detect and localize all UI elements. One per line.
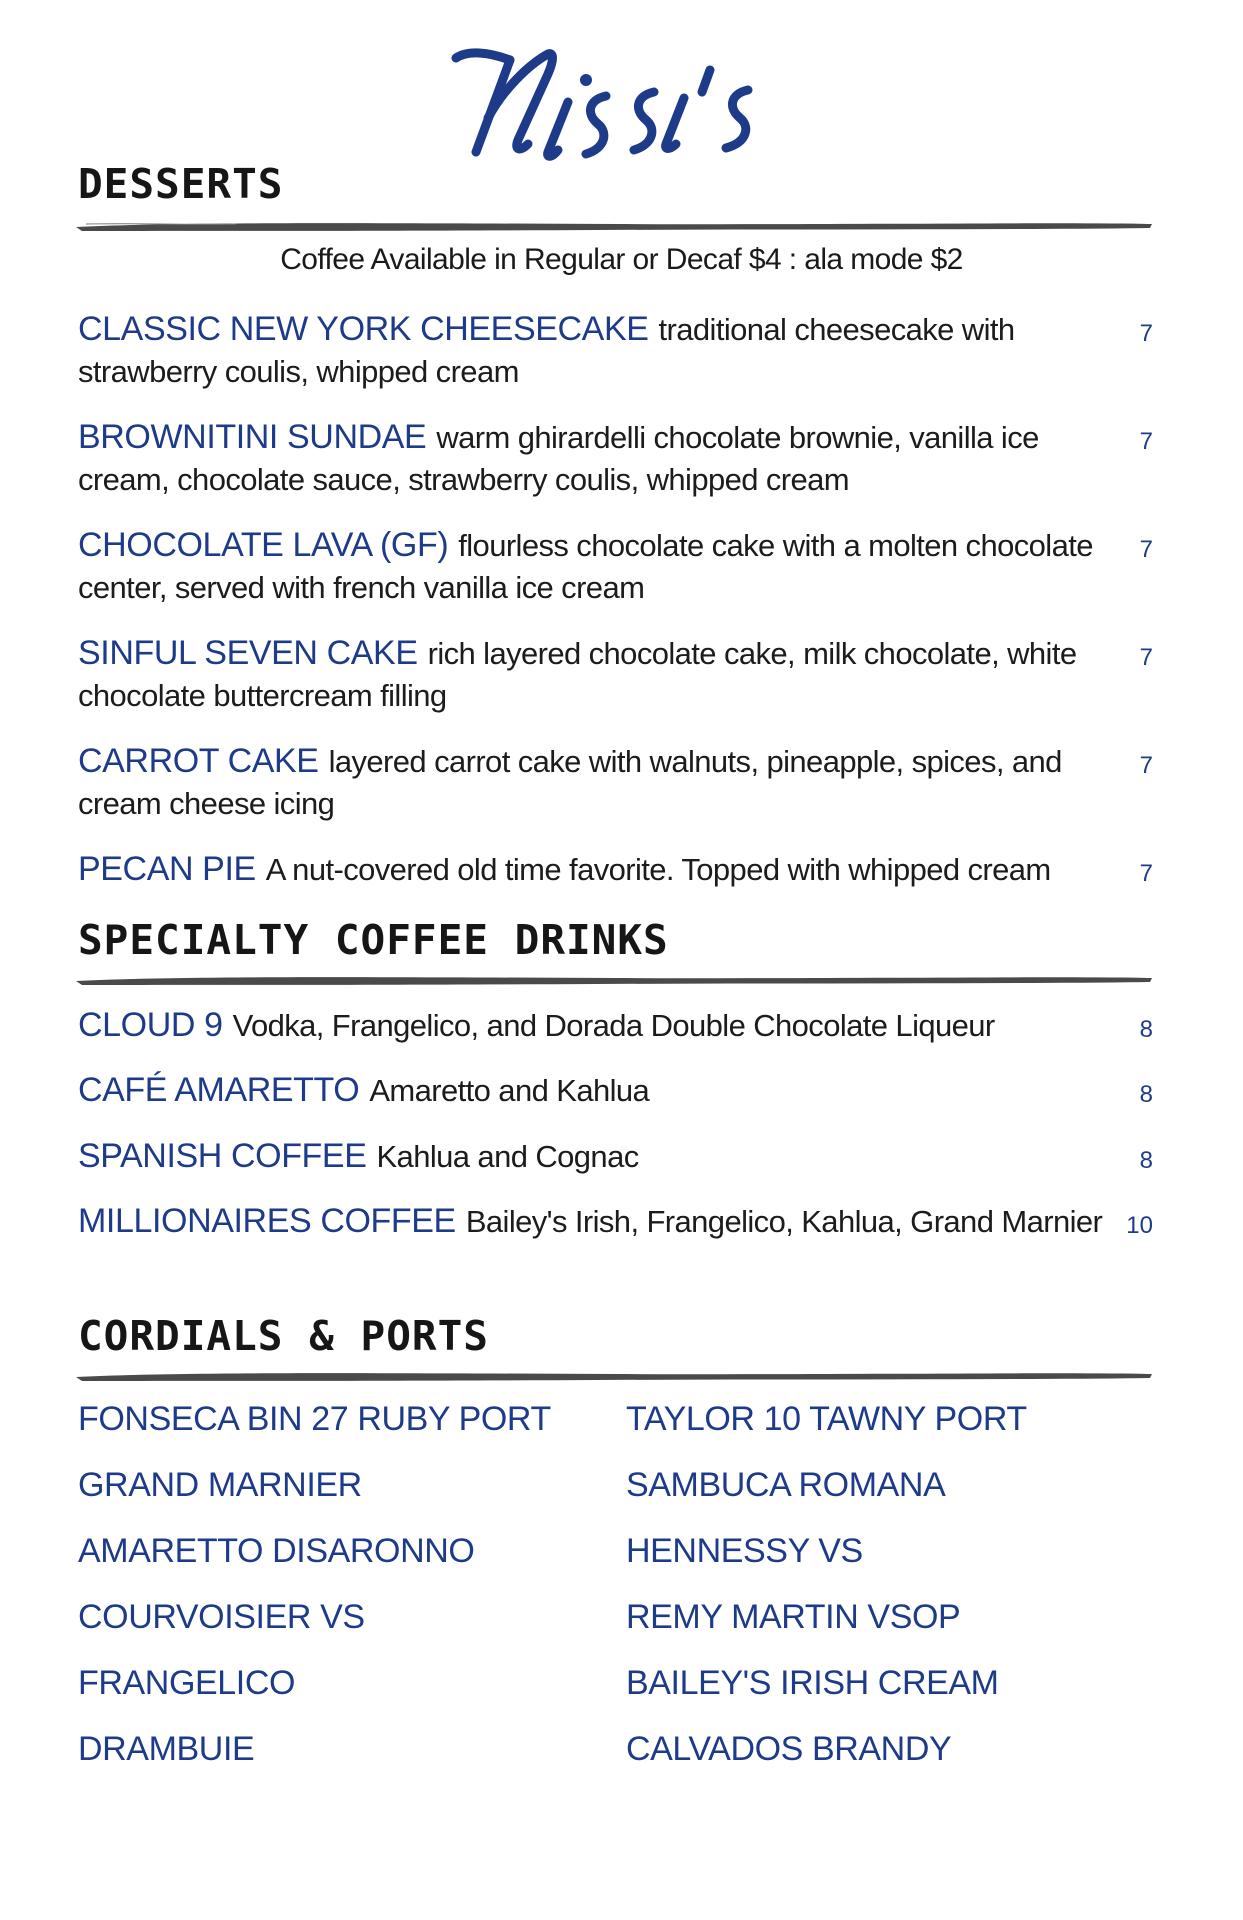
cordial-item: SAMBUCA ROMANA [626,1466,946,1504]
dessert-item-price: 7 [1139,752,1153,779]
coffee-item-price: 8 [1139,1081,1153,1108]
cordial-item: HENNESSY VS [626,1532,863,1570]
cordial-item: GRAND MARNIER [78,1466,362,1504]
cordials-heading: CORDIALS & PORTS [78,1312,489,1360]
desserts-divider [76,219,1152,233]
dessert-item-description: traditional cheesecake with strawberry coulis, whipped cream [78,312,1015,389]
dessert-item-description: rich layered chocolate cake, milk chocolate, white chocolate buttercream filling [78,636,1077,713]
coffee-item-description: Amaretto and Kahlua [369,1073,650,1108]
coffee-item-price: 8 [1139,1147,1153,1174]
dessert-item [78,416,1108,501]
coffee-divider [76,973,1152,987]
dessert-item-price: 7 [1139,428,1153,455]
coffee-item-name: MILLIONAIRES COFFEE [78,1202,456,1240]
coffee-item [78,1200,1108,1243]
dessert-item-price: 7 [1139,536,1153,563]
dessert-item-name: PECAN PIE [78,850,256,888]
dessert-item-name: SINFUL SEVEN CAKE [78,634,418,672]
coffee-item-description: Kahlua and Cognac [376,1139,639,1174]
dessert-item-name: BROWNITINI SUNDAE [78,418,427,456]
cordials-divider [76,1369,1152,1383]
coffee-item-name: CAFÉ AMARETTO [78,1071,360,1109]
cordial-item: DRAMBUIE [78,1730,255,1768]
coffee-item-name: CLOUD 9 [78,1006,223,1044]
dessert-item-description: A nut-covered old time favorite. Topped with whipped cream [265,852,1051,887]
dessert-item-name: CHOCOLATE LAVA (GF) [78,526,449,564]
cordial-item: REMY MARTIN VSOP [626,1598,961,1636]
cordial-item: AMARETTO DISARONNO [78,1532,475,1570]
dessert-item-description: layered carrot cake with walnuts, pineapple, spices, and cream cheese icing [78,744,1062,821]
dessert-item-price: 7 [1139,860,1153,887]
coffee-heading: SPECIALTY COFFEE DRINKS [78,916,669,964]
dessert-item-description: warm ghirardelli chocolate brownie, vanilla ice cream, chocolate sauce, strawberry coulis, whipped cream [78,420,1039,497]
cordial-item: CALVADOS BRANDY [626,1730,952,1768]
coffee-item-description: Bailey's Irish, Frangelico, Kahlua, Grand Marnier [465,1204,1103,1239]
dessert-item [78,740,1108,825]
coffee-item [78,1004,1108,1047]
cordial-item: FRANGELICO [78,1664,296,1702]
dessert-item-name: CARROT CAKE [78,742,319,780]
coffee-item [78,1069,1108,1112]
coffee-item [78,1135,1108,1178]
coffee-item-price: 8 [1139,1016,1153,1043]
desserts-note: Coffee Available in Regular or Decaf $4 : ala mode $2 [280,243,963,276]
dessert-item [78,308,1108,393]
dessert-item [78,632,1108,717]
cordial-item: FONSECA BIN 27 RUBY PORT [78,1400,551,1438]
coffee-item-name: SPANISH COFFEE [78,1137,367,1175]
coffee-item-description: Vodka, Frangelico, and Dorada Double Chocolate Liqueur [232,1008,995,1043]
dessert-item-price: 7 [1139,320,1153,347]
nissis-logo [448,40,788,170]
dessert-item [78,848,1108,891]
desserts-heading: DESSERTS [78,160,284,208]
cordial-item: TAYLOR 10 TAWNY PORT [626,1400,1027,1438]
dessert-item-price: 7 [1139,644,1153,671]
dessert-item [78,524,1108,609]
dessert-item-description: flourless chocolate cake with a molten chocolate center, served with french vanilla ice cream [78,528,1093,605]
dessert-item-name: CLASSIC NEW YORK CHEESECAKE [78,310,649,348]
cordial-item: COURVOISIER VS [78,1598,365,1636]
cordial-item: BAILEY'S IRISH CREAM [626,1664,999,1702]
coffee-item-price: 10 [1126,1212,1153,1239]
